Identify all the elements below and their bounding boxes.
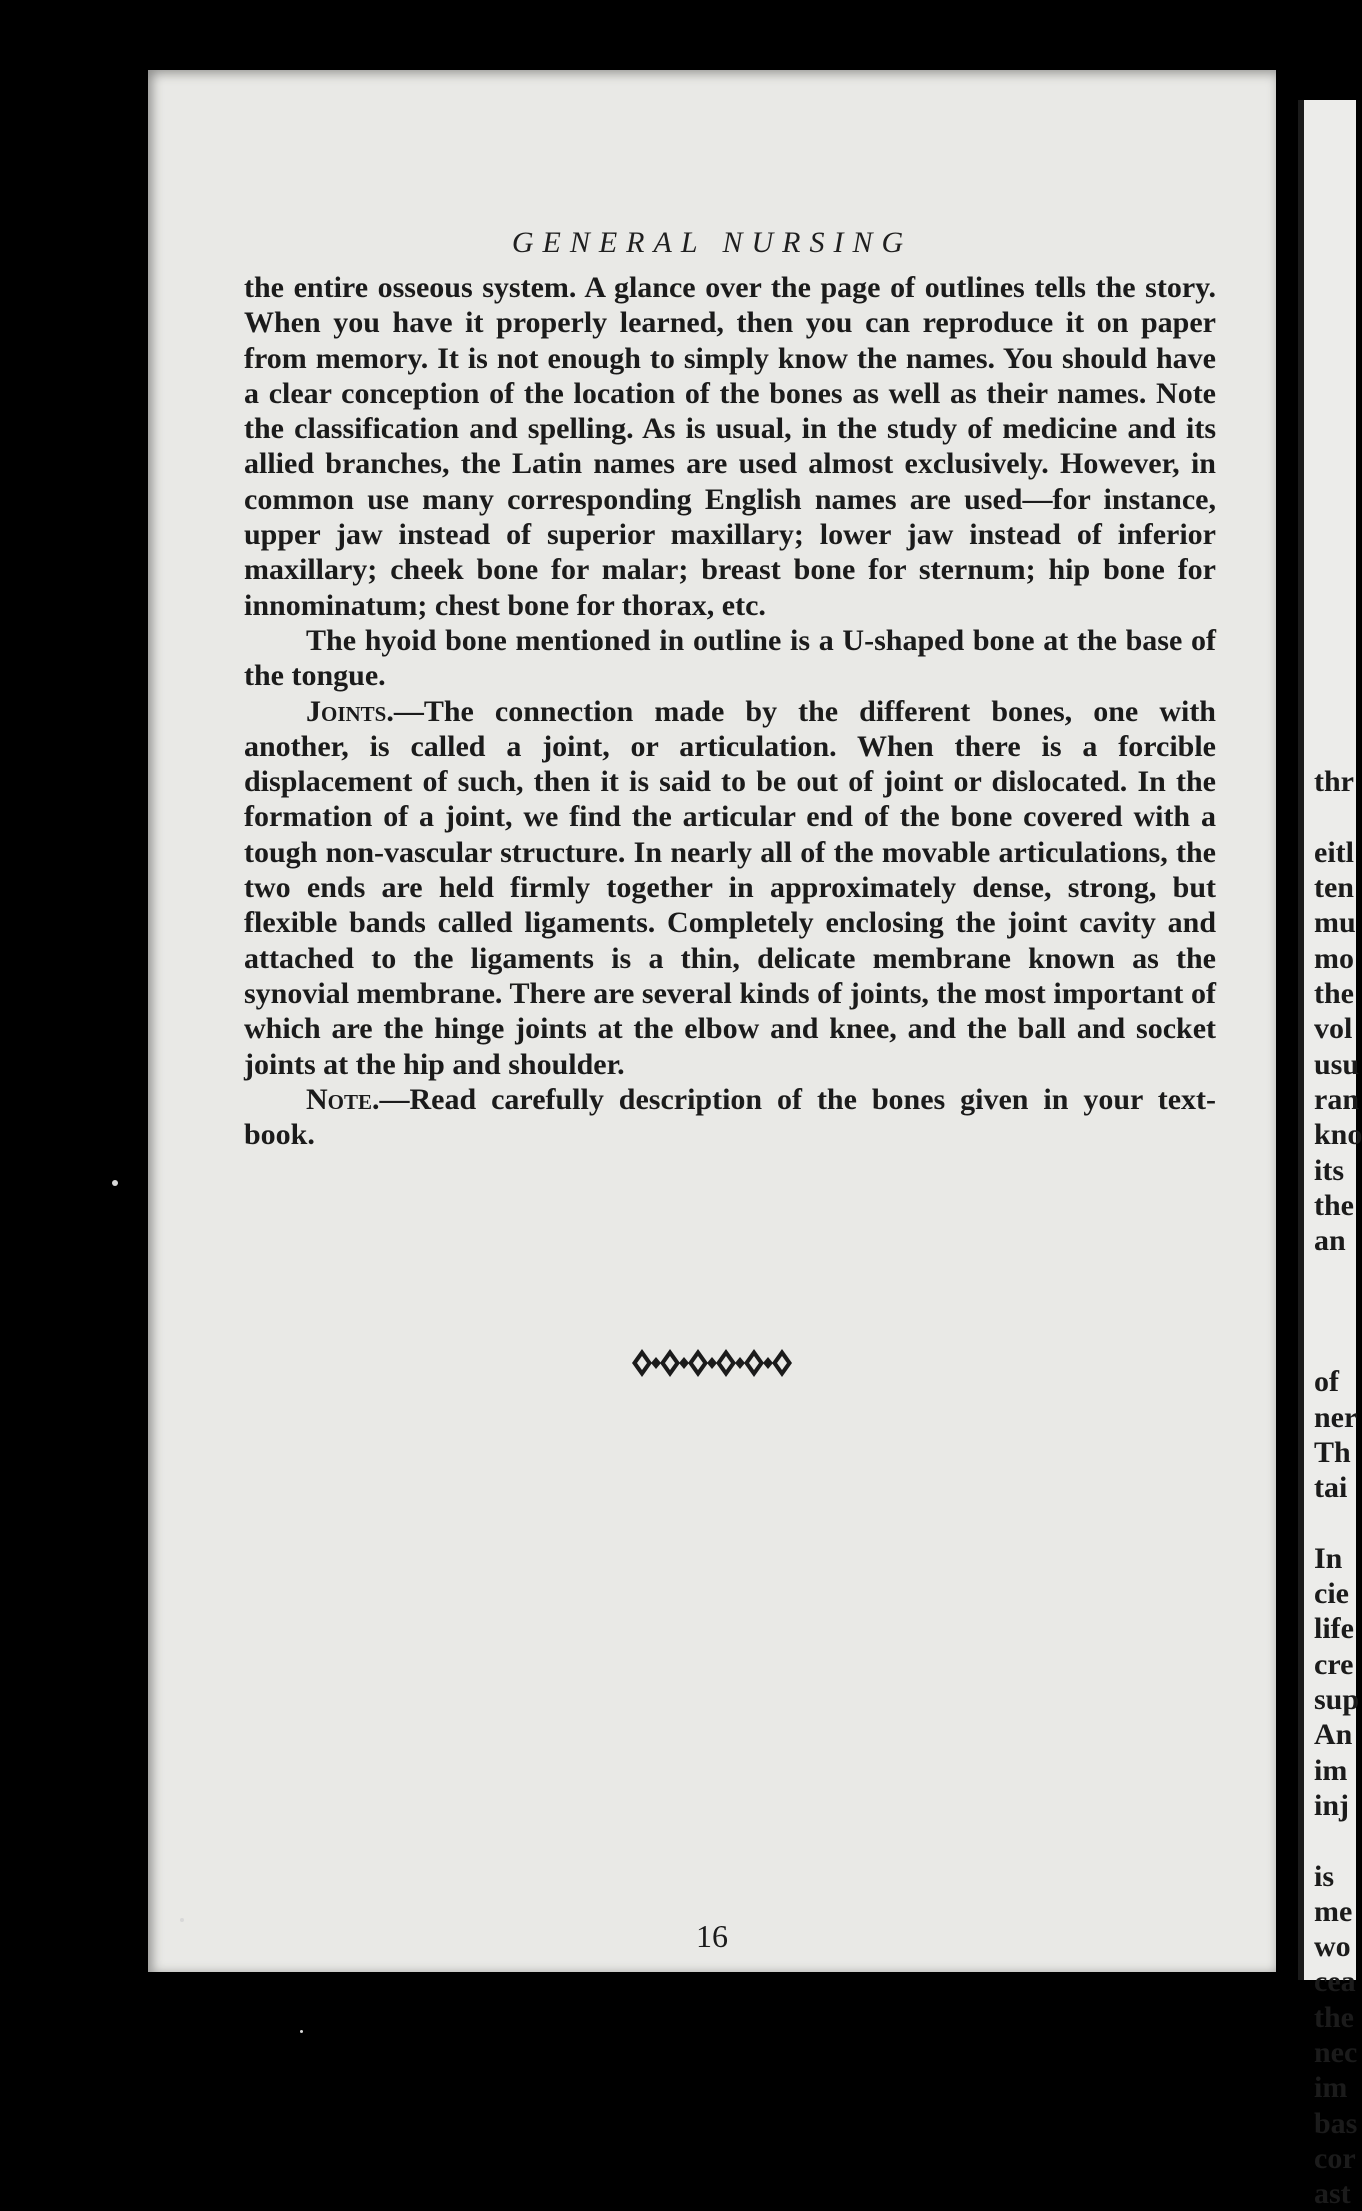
facing-page-fragment: Th xyxy=(1314,1435,1351,1469)
ornament-link xyxy=(651,1357,661,1369)
facing-page-fragment: cre xyxy=(1314,1647,1354,1681)
facing-page-fragment: An xyxy=(1314,1718,1353,1752)
facing-page-fragment: ran xyxy=(1314,1082,1359,1116)
facing-page-fragment: ner xyxy=(1314,1400,1358,1434)
scan-speck xyxy=(180,1918,184,1922)
facing-page-fragment: tai xyxy=(1314,1471,1348,1505)
book-page-left xyxy=(148,70,1276,1972)
page-number: 16 xyxy=(696,1918,728,1954)
facing-page-fragment: the xyxy=(1314,2000,1354,2034)
body-paragraph xyxy=(244,623,1216,694)
running-head: GENERAL NURSING xyxy=(511,226,913,259)
facing-page-fragment: usu xyxy=(1314,1047,1360,1081)
facing-page-fragment: wo xyxy=(1314,1930,1351,1964)
paragraph-text: the entire osseous system. A glance over the page of outlines tells the story. When you have it properly learned, then you can reproduce it on paper from memory. It is not enough to simply know the names. You should have a clear conception of the location of the bones as well as their names. Note the classification and spelling. As is usual, in the study of medicine and its allied branches, the Latin names are used almost exclusively. However, in common use many corresponding English names are used—for instance, upper jaw instead of superior maxillary; lower jaw instead of inferior maxillary; cheek bone for malar; breast bone for sternum; hip bone for innominatum; chest bone for thorax, etc. xyxy=(244,271,1216,622)
ornament-link xyxy=(679,1357,689,1369)
facing-page-fragment: ten xyxy=(1314,871,1354,905)
paragraph-text: —Read carefully description of the bones given in your text-book. xyxy=(244,1082,1216,1152)
body-text xyxy=(244,270,1216,1152)
facing-page-fragment: eitl xyxy=(1314,835,1354,869)
facing-page-fragment: mo xyxy=(1314,941,1354,975)
scan-speck xyxy=(112,1180,118,1186)
ornament-link xyxy=(763,1357,773,1369)
facing-page-fragment: kno xyxy=(1314,1118,1362,1152)
facing-page-fragment: vol xyxy=(1314,1012,1353,1046)
facing-page-fragment: im xyxy=(1314,2071,1348,2105)
body-paragraph xyxy=(244,694,1216,1082)
body-paragraph xyxy=(244,270,1216,623)
run-in-heading: Joints. xyxy=(306,694,394,728)
facing-page-fragment: life xyxy=(1314,1612,1354,1646)
facing-page-fragment: In xyxy=(1314,1541,1343,1575)
facing-page-fragment: mu xyxy=(1314,906,1356,940)
diamond-chain-ornament xyxy=(630,1345,794,1381)
facing-page-fragment: an xyxy=(1314,1224,1346,1258)
facing-page-fragment: the xyxy=(1314,1188,1354,1222)
facing-page-fragment: of xyxy=(1314,1365,1339,1399)
facing-page-fragment: the xyxy=(1314,977,1354,1010)
facing-page-fragment: cie xyxy=(1314,1577,1349,1611)
facing-page-fragment: thr xyxy=(1314,765,1354,799)
body-paragraph xyxy=(244,1082,1216,1153)
facing-page-fragment: ast xyxy=(1314,2177,1351,2211)
facing-page-fragment: im xyxy=(1314,1753,1348,1787)
facing-page-fragment: nec xyxy=(1314,2036,1358,2069)
run-in-heading: Note. xyxy=(306,1082,380,1116)
ornament-link xyxy=(735,1357,745,1369)
scan-speck xyxy=(300,2030,303,2033)
facing-page-fragment: sup xyxy=(1314,1683,1360,1716)
paragraph-text: —The connection made by the different bones, one with another, is called a joint, or articulation. When there is a forcible displacement of such, then it is said to be out of joint or dislocated. In the formation of a joint, we find the articular end of the bone covered with a tough non-vascular structure. In nearly all of the movable articulations, the two ends are held firmly together in approximately dense, strong, but flexible bands called ligaments. Completely enclosing the joint cavity and attached to the ligaments is a thin, delicate membrane known as the synovial membrane. There are several kinds of joints, the most important of which are the hinge joints at the elbow and knee, and the ball and socket joints at the hip and shoulder. xyxy=(244,694,1216,1081)
facing-page-fragment: is xyxy=(1314,1859,1335,1893)
facing-page-fragment: cea xyxy=(1314,1965,1356,1999)
facing-page-fragment: cor xyxy=(1314,2141,1356,2175)
ornament-link xyxy=(707,1357,717,1369)
book-page-right-edge xyxy=(1298,100,1362,2211)
facing-page-fragment: me xyxy=(1314,1894,1353,1928)
facing-page-fragment: bas xyxy=(1314,2106,1358,2140)
facing-page-fragment: inj xyxy=(1314,1788,1350,1822)
paragraph-text: The hyoid bone mentioned in outline is a U-shaped bone at the base of the tongue. xyxy=(244,623,1216,693)
facing-page-fragment: its xyxy=(1314,1153,1344,1187)
